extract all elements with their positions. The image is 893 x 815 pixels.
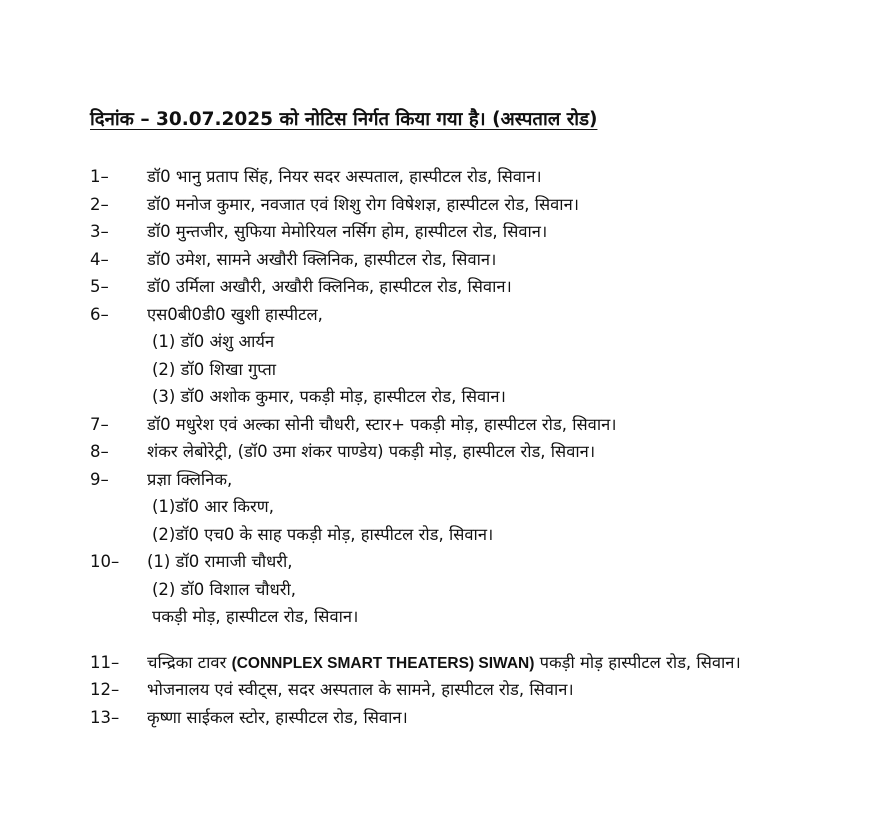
list-subitem xyxy=(90,576,880,604)
list-item xyxy=(90,548,880,576)
item-number: 12– xyxy=(90,680,120,699)
list-subitem xyxy=(90,603,880,631)
subitem-text: पकड़ी मोड़, हास्पीटल रोड, सिवान। xyxy=(152,607,359,626)
subitem-text: (1) डॉ0 अंशु आर्यन xyxy=(152,332,275,351)
item-number: 8– xyxy=(90,442,109,461)
item-number: 13– xyxy=(90,707,120,727)
item-text: शंकर लेबोरेट्री, (डॉ0 उमा शंकर पाण्डेय) पकड़ी मोड़, हास्पीटल रोड, सिवान। xyxy=(147,442,596,461)
item-text: डॉ0 भानु प्रताप सिंह, नियर सदर अस्पताल, हास्पीटल रोड, सिवान। xyxy=(147,167,542,186)
subitem-text: (1)डॉ0 आर किरण, xyxy=(152,497,274,516)
item-number: 5– xyxy=(90,277,109,296)
notice-heading: दिनांक – 30.07.2025 को नोटिस निर्गत किया गया है। (अस्पताल रोड) xyxy=(90,109,598,130)
item-text xyxy=(147,649,741,678)
item-text: एस0बी0डी0 खुशी हास्पीटल, xyxy=(147,304,323,324)
list-item xyxy=(90,649,880,677)
list-item xyxy=(90,191,880,219)
list-subitem xyxy=(90,383,880,411)
notice-list xyxy=(90,163,880,731)
item-text-pre: चन्द्रिका टावर xyxy=(147,652,232,672)
item-number: 2– xyxy=(90,194,109,214)
list-subitem xyxy=(90,493,880,521)
list-subitem xyxy=(90,356,880,384)
list-subitem xyxy=(90,521,880,549)
list-item xyxy=(90,218,880,246)
item-text: कृष्णा साईकल स्टोर, हास्पीटल रोड, सिवान। xyxy=(147,707,408,727)
item-text: डॉ0 मनोज कुमार, नवजात एवं शिशु रोग विषेशज्ञ, हास्पीटल रोड, सिवान। xyxy=(147,194,579,214)
list-item xyxy=(90,704,880,732)
subitem-text: (2) डॉ0 विशाल चौधरी, xyxy=(152,579,296,599)
item-text: भोजनालय एवं स्वीट्स, सदर अस्पताल के सामने, हास्पीटल रोड, सिवान। xyxy=(147,680,574,699)
item-text: डॉ0 उर्मिला अखौरी, अखौरी क्लिनिक, हास्पीटल रोड, सिवान। xyxy=(147,277,512,296)
item-text: प्रज्ञा क्लिनिक, xyxy=(147,469,233,489)
item-text: डॉ0 मधुरेश एवं अल्का सोनी चौधरी, स्टार+ पकड़ी मोड़, हास्पीटल रोड, सिवान। xyxy=(147,414,617,434)
list-subitem xyxy=(90,328,880,356)
item-number: 1– xyxy=(90,167,109,186)
item-number: 3– xyxy=(90,222,109,241)
subitem-text: (2)डॉ0 एच0 के साह पकड़ी मोड़, हास्पीटल रोड, सिवान। xyxy=(152,524,494,544)
subitem-text: (2) डॉ0 शिखा गुप्ता xyxy=(152,359,277,379)
list-item xyxy=(90,163,880,191)
item-text-latin: (CONNPLEX SMART THEATERS) SIWAN) xyxy=(231,654,535,672)
item-number: 6– xyxy=(90,304,109,324)
item-number: 11– xyxy=(90,652,120,672)
list-item xyxy=(90,438,880,466)
item-number: 4– xyxy=(90,249,109,269)
list-item xyxy=(90,466,880,494)
item-number: 10– xyxy=(90,552,120,571)
list-item xyxy=(90,411,880,439)
item-text: (1) डॉ0 रामाजी चौधरी, xyxy=(147,552,293,571)
list-item xyxy=(90,273,880,301)
item-text: डॉ0 उमेश, सामने अखौरी क्लिनिक, हास्पीटल रोड, सिवान। xyxy=(147,249,497,269)
item-number: 7– xyxy=(90,414,109,434)
item-number: 9– xyxy=(90,469,109,489)
list-item xyxy=(90,246,880,274)
subitem-text: (3) डॉ0 अशोक कुमार, पकड़ी मोड़, हास्पीटल रोड, सिवान। xyxy=(152,387,506,406)
list-item xyxy=(90,301,880,329)
list-item xyxy=(90,676,880,704)
item-text: डॉ0 मुन्तजीर, सुफिया मेमोरियल नर्सिग होम, हास्पीटल रोड, सिवान। xyxy=(147,222,548,241)
item-text-post: पकड़ी मोड़ हास्पीटल रोड, सिवान। xyxy=(534,652,741,672)
